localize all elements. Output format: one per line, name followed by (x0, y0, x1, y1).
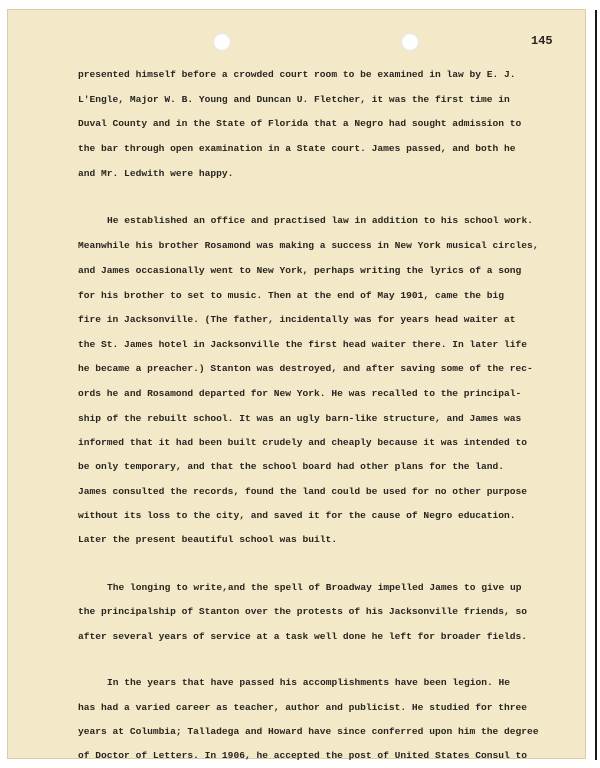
text-line: fire in Jacksonville. (The father, incidentally was for years head waiter at (78, 314, 516, 325)
text-line: and Mr. Ledwith were happy. (78, 168, 234, 179)
text-line: The longing to write,and the spell of Broadway impelled James to give up (107, 582, 522, 593)
text-line: Meanwhile his brother Rosamond was making a success in New York musical circles, (78, 240, 539, 251)
text-line: of Doctor of Letters. In 1906, he accepted the post of United States Consul to (78, 750, 528, 761)
text-line: ship of the rebuilt school. It was an ugly barn-like structure, and James was (78, 413, 522, 424)
text-line: Later the present beautiful school was built. (78, 534, 338, 545)
text-line: years at Columbia; Talladega and Howard have since conferred upon him the degree (78, 726, 539, 737)
punch-hole-left (213, 33, 231, 51)
text-line: ords he and Rosamond departed for New York. He was recalled to the principal- (78, 388, 522, 399)
text-line: be only temporary, and that the school board had other plans for the land. (78, 461, 505, 472)
text-line: the St. James hotel in Jacksonville the first head waiter there. In later life (78, 339, 528, 350)
text-line: has had a varied career as teacher, author and publicist. He studied for three (78, 702, 528, 713)
text-line: presented himself before a crowded court room to be examined in law by E. J. (78, 69, 516, 80)
text-line: after several years of service at a task well done he left for broader fields. (78, 631, 528, 642)
punch-hole-right (401, 33, 419, 51)
text-line: L'Engle, Major W. B. Young and Duncan U. Fletcher, it was the first time in (78, 94, 510, 105)
text-line: the principalship of Stanton over the protests of his Jacksonville friends, so (78, 606, 528, 617)
text-line: and James occasionally went to New York, perhaps writing the lyrics of a song (78, 265, 522, 276)
text-line: In the years that have passed his accomplishments have been legion. He (107, 677, 511, 688)
text-line: he became a preacher.) Stanton was destroyed, and after saving some of the rec- (78, 363, 533, 374)
text-line: informed that it had been built crudely and cheaply because it was intended to (78, 437, 528, 448)
text-line: the bar through open examination in a State court. James passed, and both he (78, 143, 516, 154)
text-line: He established an office and practised law in addition to his school work. (107, 215, 534, 226)
text-line: James consulted the records, found the land could be used for no other purpose (78, 486, 528, 497)
text-line: without its loss to the city, and saved it for the cause of Negro education. (78, 510, 516, 521)
text-line: Duval County and in the State of Florida that a Negro had sought admission to (78, 118, 522, 129)
text-line: for his brother to set to music. Then at the end of May 1901, came the big (78, 290, 505, 301)
page-edge-shadow (595, 10, 597, 760)
page-number: 145 (531, 34, 553, 48)
